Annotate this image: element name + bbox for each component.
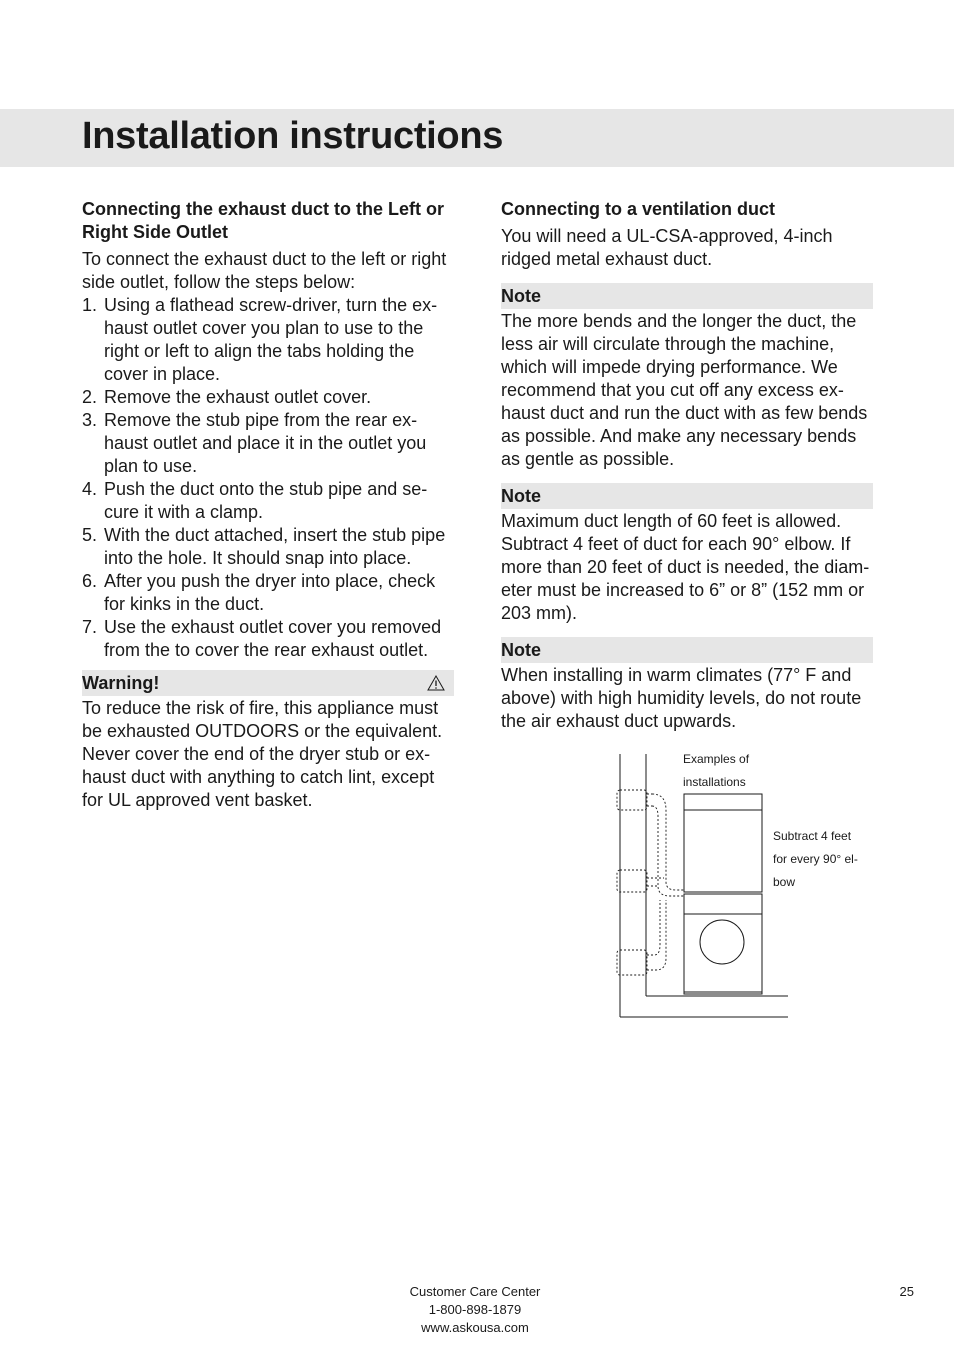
note-bar: [501, 283, 873, 309]
note-label: Note: [501, 640, 541, 660]
list-item: 1. Using a flathead screw-driver, turn the ex-haust outlet cover you plan to use to the right or left to align the tabs holding the cover in place.: [82, 295, 438, 384]
installation-diagram: [612, 750, 858, 1022]
left-column: [82, 198, 454, 812]
page-title: Installation instructions: [82, 115, 504, 157]
list-item: 2. Remove the exhaust outlet cover.: [82, 387, 372, 407]
warning-label: Warning!: [82, 673, 160, 693]
warning-text: To reduce the risk of fire, this appliance must be exhausted OUTDOORS or the equivalent. Never cover the end of the dryer stub or ex-haust duct with anything to catch lint, except for UL approved vent basket.: [82, 698, 443, 810]
list-item: 6. After you push the dryer into place, check for kinks in the duct.: [82, 571, 436, 614]
list-item: 3. Remove the stub pipe from the rear ex-haust outlet and place it in the outlet you plan to use.: [82, 410, 427, 476]
note-text: The more bends and the longer the duct, the less air will circulate through the machine, which will impede drying performance. We recommend that you cut off any excess ex-haust duct and run the duct with as few bends as possible. And make any necessary bends as gentle as possible.: [501, 311, 868, 469]
left-intro: To connect the exhaust duct to the left or right side outlet, follow the steps below:: [82, 249, 447, 292]
figure-label: Examples of: [683, 752, 750, 766]
warning-triangle-icon: [427, 675, 445, 691]
page-number: 25: [899, 1284, 914, 1299]
footer-website: www.askousa.com: [421, 1320, 529, 1335]
footer: [375, 1283, 575, 1337]
note-bar: [501, 483, 873, 509]
list-item: 4. Push the duct onto the stub pipe and se-cure it with a clamp.: [82, 479, 428, 522]
figure-label: for every 90° el-: [773, 852, 858, 866]
figure-label: Subtract 4 feet: [773, 829, 852, 843]
list-item: 7. Use the exhaust outlet cover you removed from the to cover the rear exhaust outlet.: [82, 617, 442, 660]
note-label: Note: [501, 486, 541, 506]
list-item: 5. With the duct attached, insert the stub pipe into the hole. It should snap into place.: [82, 525, 446, 568]
figure-label: bow: [773, 875, 796, 889]
note-text: Maximum duct length of 60 feet is allowed. Subtract 4 feet of duct for each 90° elbow. If more than 20 feet of duct is needed, the diam-eter must be increased to 6” or 8” (152 mm or 203 mm).: [501, 511, 870, 623]
right-section-heading: Connecting to a ventilation duct: [501, 199, 775, 219]
steps-list: [82, 294, 454, 662]
warning-bar: [82, 670, 454, 696]
footer-line: Customer Care Center: [409, 1284, 541, 1299]
note-text: When installing in warm climates (77° F and above) with high humidity levels, do not route the air exhaust duct upwards.: [501, 665, 862, 731]
figure-label: installations: [683, 775, 746, 789]
note-label: Note: [501, 286, 541, 306]
right-column: [501, 198, 873, 733]
note-bar: [501, 637, 873, 663]
right-intro: You will need a UL-CSA-approved, 4-inch ridged metal exhaust duct.: [501, 226, 833, 269]
footer-phone: 1-800-898-1879: [428, 1302, 522, 1317]
left-section-heading: Connecting the exhaust duct to the Left or Right Side Outlet: [82, 199, 445, 242]
